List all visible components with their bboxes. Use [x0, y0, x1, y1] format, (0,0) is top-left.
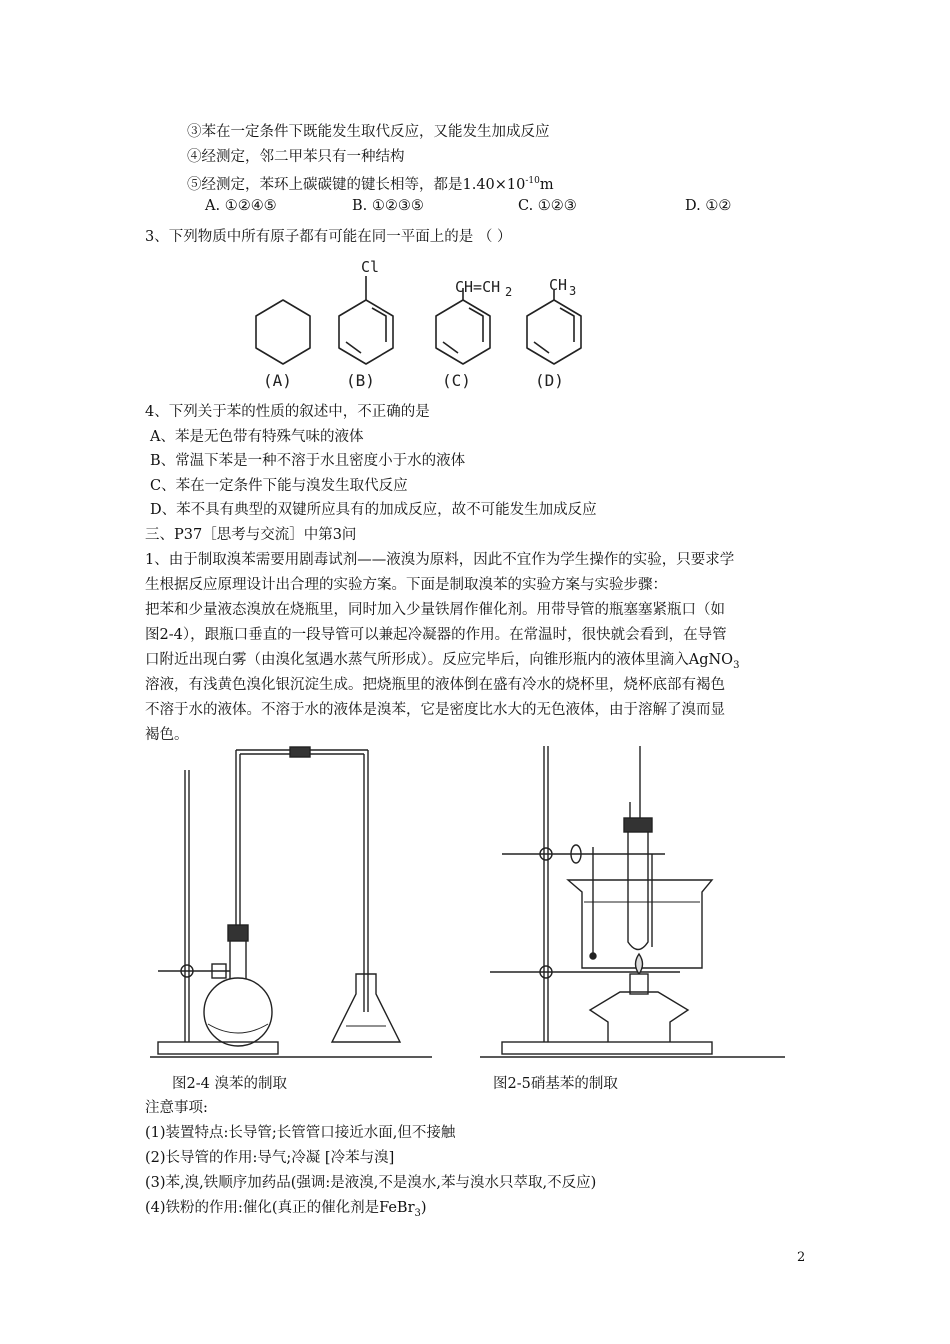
structure-c-subscript: 2 — [505, 285, 513, 299]
paragraph-line-6: 溶液，有浅黄色溴化银沉淀生成。把烧瓶里的液体倒在盛有冷水的烧杯里，烧杯底部有褐色 — [145, 677, 725, 693]
note-4: (4)铁粉的作用:催化(真正的催化剂是FeBr$_3$) — [145, 1200, 427, 1219]
note-2: (2)长导管的作用:导气;冷凝 [冷苯与溴] — [145, 1150, 395, 1166]
stand-base — [502, 1042, 712, 1054]
structure-label-c: (C) — [442, 371, 471, 390]
q2-option-c: C. ①②③ — [518, 198, 577, 214]
structure-label-d: (D) — [535, 371, 564, 390]
notes-title: 注意事项: — [145, 1100, 208, 1116]
stand-base — [158, 1042, 278, 1054]
q2-option-a: A. ①②④⑤ — [205, 198, 277, 214]
structure-label-b: (B) — [346, 371, 375, 390]
q4-stem: 4、下列关于苯的性质的叙述中，不正确的是 — [145, 404, 430, 420]
benzene-structures-figure — [245, 252, 605, 394]
figure-2-5-caption: 图2-5硝基苯的制取 — [493, 1076, 618, 1092]
figure-2-5-apparatus — [480, 742, 790, 1062]
paragraph-line-7: 不溶于水的液体。不溶于水的液体是溴苯，它是密度比水大的无色液体，由于溶解了溴而显 — [145, 702, 725, 718]
structure-b-substituent: Cl — [361, 258, 380, 276]
note-1: (1)装置特点:长导管;长管管口接近水面,但不接触 — [145, 1125, 456, 1141]
flask-stopper — [228, 925, 248, 941]
benzene-ring-d — [527, 300, 581, 364]
structure-label-a: (A) — [263, 371, 292, 390]
figure-2-4-caption: 图2-4 溴苯的制取 — [172, 1076, 287, 1092]
q2-item-3: ③苯在一定条件下既能发生取代反应，又能发生加成反应 — [187, 124, 550, 140]
q3-stem: 3、下列物质中所有原子都有可能在同一平面上的是 （ ） — [145, 229, 512, 245]
paragraph-line-3: 把苯和少量液态溴放在烧瓶里，同时加入少量铁屑作催化剂。用带导管的瓶塞塞紧瓶口（如 — [145, 602, 725, 618]
benzene-ring-b — [339, 300, 393, 364]
structure-d-subscript: 3 — [569, 284, 577, 298]
cyclohexane-ring — [256, 300, 310, 364]
q4-option-b: B、常温下苯是一种不溶于水且密度小于水的液体 — [150, 453, 466, 469]
q2-option-d: D. ①② — [685, 198, 732, 214]
paragraph-line-5: 口附近出现白雾（由溴化氢遇水蒸气所形成）。反应完毕后，向锥形瓶内的液体里滴入AgNO$_3$ — [145, 652, 740, 671]
paragraph-line-8: 褐色。 — [145, 727, 189, 743]
structure-c-substituent: CH=CH — [455, 278, 501, 296]
paragraph-line-2: 生根据反应原理设计出合理的实验方案。下面是制取溴苯的实验方案与实验步骤： — [145, 577, 667, 593]
round-bottom-flask — [204, 978, 272, 1046]
section-3-title: 三、P37［思考与交流］中第3问 — [145, 527, 357, 543]
q2-item-4: ④经测定，邻二甲苯只有一种结构 — [187, 149, 405, 165]
q2-option-b: B. ①②③⑤ — [352, 198, 424, 214]
paragraph-line-4: 图2-4），跟瓶口垂直的一段导管可以兼起冷凝器的作用。在常温时，很快就会看到，在导管 — [145, 627, 727, 643]
q4-option-a: A、苯是无色带有特殊气味的液体 — [150, 429, 364, 445]
note-3: (3)苯,溴,铁顺序加药品(强调:是液溴,不是溴水,苯与溴水只萃取,不反应) — [145, 1175, 597, 1191]
structure-d-substituent: CH — [549, 276, 568, 294]
page-number: 2 — [797, 1250, 806, 1265]
benzene-ring-c — [436, 300, 490, 364]
paragraph-line-1: 1、由于制取溴苯需要用剧毒试剂——液溴为原料，因此不宜作为学生操作的实验，只要求学 — [145, 552, 735, 568]
alcohol-burner — [590, 992, 688, 1042]
conical-flask — [332, 974, 400, 1042]
q4-option-c: C、苯在一定条件下能与溴发生取代反应 — [150, 478, 408, 494]
figure-2-4-apparatus — [150, 742, 435, 1062]
q2-item-5: ⑤经测定，苯环上碳碳键的键长相等，都是$1.40\times 10^{-10}m$ — [187, 176, 554, 193]
q4-option-d: D、苯不具有典型的双键所应具有的加成反应，故不可能发生加成反应 — [150, 502, 597, 518]
test-tube — [628, 832, 648, 950]
